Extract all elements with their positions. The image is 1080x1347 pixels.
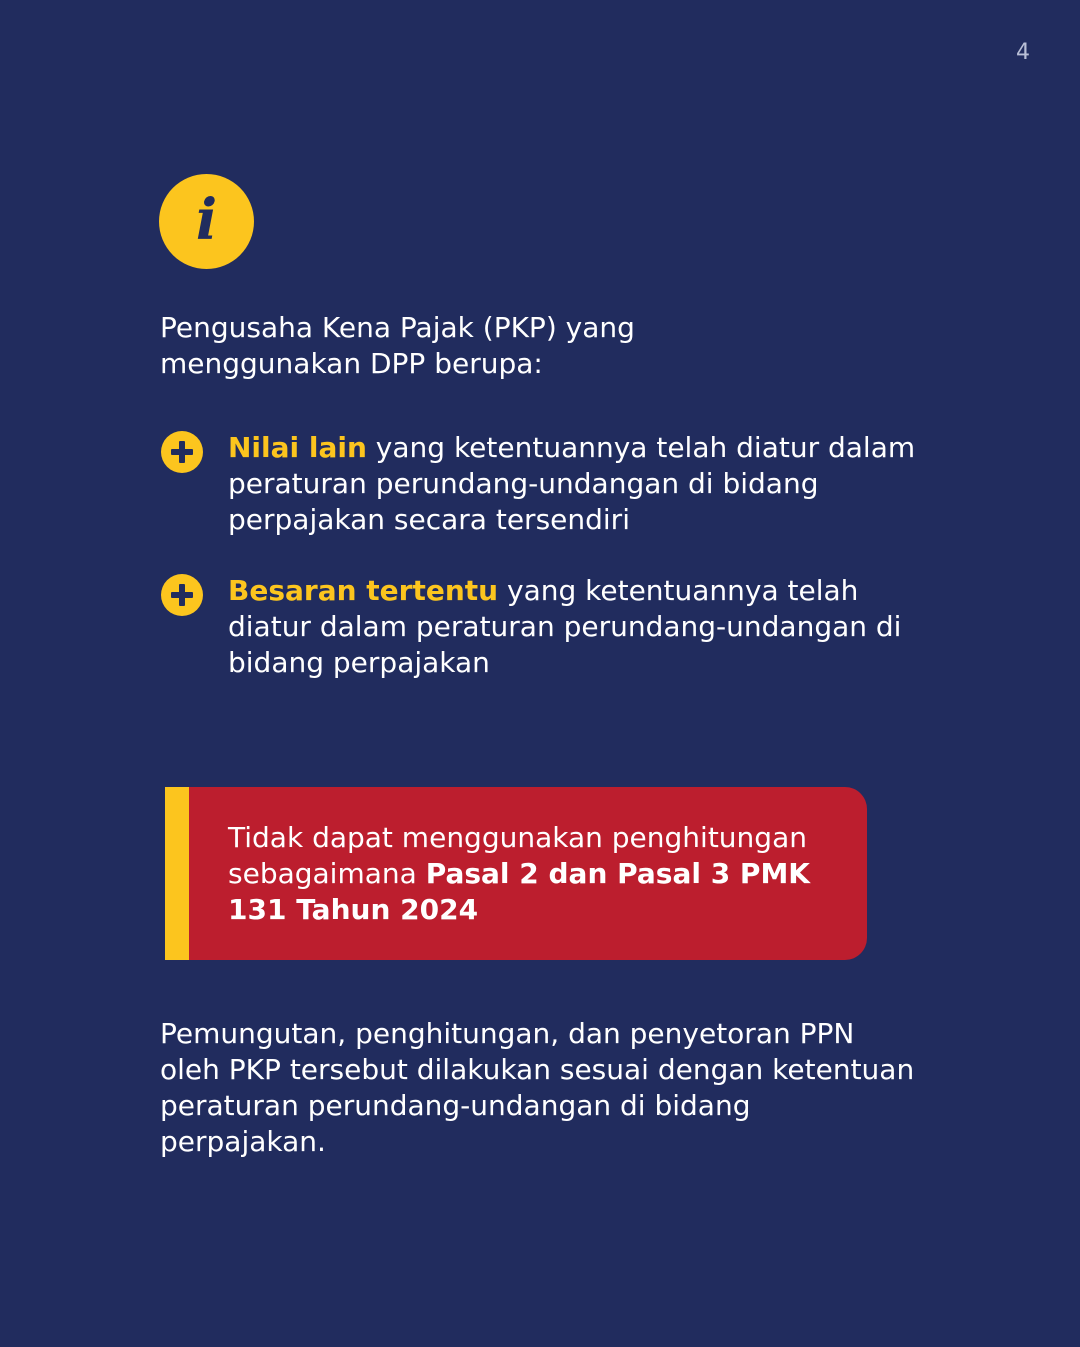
info-icon: i [159,174,254,269]
callout-text [228,820,848,928]
bullet-body: yang ketentuannya telah diatur dalam peraturan perundang-undangan di bidang perpajakan [228,574,902,679]
callout-box [165,787,867,960]
plus-circle-icon [160,573,204,617]
intro-line-1: Pengusaha Kena Pajak (PKP) yang [160,311,635,344]
plus-circle-icon [160,430,204,474]
closing-text: Pemungutan, penghitungan, dan penyetoran PPN oleh PKP tersebut dilakukan sesuai dengan ketentuan peraturan perundang-undangan di bidang perpajakan. [160,1017,915,1158]
callout-accent-bar [165,787,189,960]
intro-text [160,310,920,382]
callout-bold: Pasal 2 dan Pasal 3 PMK 131 Tahun 2024 [228,857,811,926]
bullet-text [228,573,920,681]
intro-line-2: menggunakan DPP berupa: [160,347,543,380]
page-number: 4 [1016,40,1030,65]
bullet-highlight: Nilai lain [228,431,367,464]
callout-body: Tidak dapat menggunakan penghitungan sebagaimana [228,821,807,890]
bullet-highlight: Besaran tertentu [228,574,499,607]
bullet-text [228,430,920,538]
bullet-body: yang ketentuannya telah diatur dalam peraturan perundang-undangan di bidang perpajakan secara tersendiri [228,431,916,536]
